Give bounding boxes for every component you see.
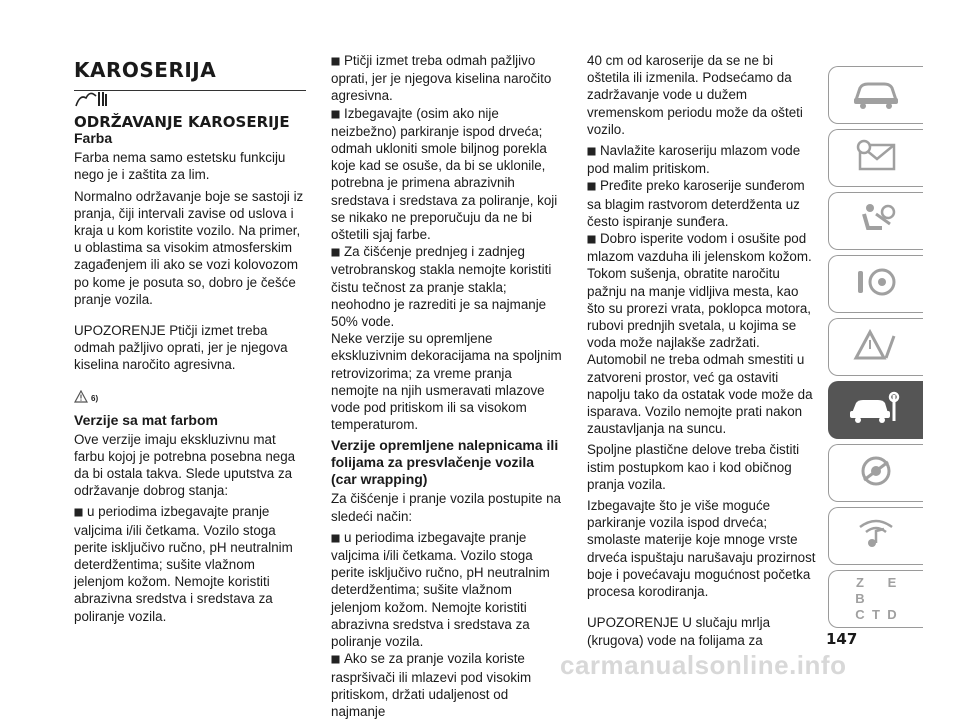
bullet-icon bbox=[587, 231, 596, 248]
list-item: Navlažite karoseriju mlazom vode pod malim pritiskom. bbox=[587, 143, 801, 177]
warning-reference bbox=[74, 378, 306, 408]
paragraph: Neke verzije su opremljene ekskluzivnim dekoracijama na spoljnim retrovizorima; za vreme pranja nemojte na njih usmeravati mlazove vode pod pritiskom ili sa visokom temperaturom. bbox=[331, 331, 562, 433]
tab-technical-data[interactable] bbox=[828, 444, 923, 502]
page-number: 147 bbox=[826, 630, 858, 648]
warning-paragraph: UPOZORENJE Ptičji izmet treba odmah pažljivo oprati, jer je njegova kiselina naročito agresivna. bbox=[74, 323, 288, 373]
index-letter: T bbox=[872, 607, 880, 622]
list-item: u periodima izbegavajte pranje valjcima i/ili četkama. Vozilo stoga perite isključivo ručno, pH neutralnim deterdžentima; sušite vlažnom jelenjom kožom. Nemojte koristiti abrazivna sredstva i sredstava za poliranje vozila. bbox=[331, 529, 550, 650]
heading-car-wrapping: Verzije opremljene nalepnicama ili folijama za presvlačenje vozila (car wrapping) bbox=[331, 437, 559, 488]
paragraph: Tokom sušenja, obratite naročitu pažnju na manje vidljiva mesta, kao što su prorezi vrata, poklopca motora, rubovi prednjih svetala, u kojima se voda može najlakše zadržati. Automobil ne treba odmah smestiti u zatvoreni prostor, već ga ostaviti napolju tako da ostatak vode može da isparava. Vozilo nemojte prati nakon zaustavljanja na suncu. bbox=[587, 266, 813, 437]
list-item: Izbegavajte (osim ako nije neizbežno) parkiranje ispod drveća; odmah ukloniti smole biljnog porekla koje kad se osuše, da bi se uklonile, potrebna je primena abrazivnih sredstava i sredstava za poliranje, koji se nikako ne preporučuju da ne bi oštetili sjaj farbe. bbox=[331, 105, 558, 243]
paragraph: Farba nema samo estetsku funkciju nego je i zaštita za lim. bbox=[74, 150, 286, 183]
tab-warnings[interactable] bbox=[828, 129, 923, 187]
car-maintenance-icon bbox=[848, 391, 904, 430]
bullet-icon bbox=[74, 504, 83, 521]
warning-number: 6) bbox=[91, 394, 99, 404]
warning-envelope-icon bbox=[850, 139, 902, 178]
tab-maintenance[interactable] bbox=[828, 381, 923, 439]
watermark: carmanualsonline.info bbox=[560, 650, 847, 680]
tip-icon bbox=[74, 88, 306, 112]
subheading-paint: Farba bbox=[74, 130, 113, 146]
tab-multimedia[interactable] bbox=[828, 507, 923, 565]
index-letter: E bbox=[887, 575, 897, 590]
warning-paragraph: UPOZORENJE U slučaju mrlja (krugova) vode na folijama za bbox=[587, 615, 771, 648]
column-1 bbox=[74, 82, 306, 625]
paragraph: Izbegavajte što je više moguće parkiranje vozila ispod drveća; smolaste materije koje mnoge vrste drveća ispuštaju narušavaju prozirnost boje i povećavaju mogućnost početka procesa korodiranja. bbox=[587, 498, 816, 600]
tab-dashboard[interactable] bbox=[828, 66, 923, 124]
list-item: u periodima izbegavajte pranje valjcima i/ili četkama. Vozilo stoga perite isključivo ručno, pH neutralnim deterdžentima; sušite vlažnom jelenjom kožom. Nemojte koristiti abrazivna sredstva i sredstava za poliranje vozila. bbox=[74, 504, 293, 624]
bullet-icon bbox=[331, 106, 340, 123]
list-item: Ptičji izmet treba odmah pažljivo oprati, jer je njegova kiselina naročito agresivna. bbox=[331, 53, 552, 104]
tab-safety[interactable] bbox=[828, 192, 923, 250]
list-item: Dobro isperite vodom i osušite pod mlazom vazduha ili jelenskom kožom. bbox=[587, 231, 812, 265]
tab-index[interactable] bbox=[828, 570, 923, 628]
list-item: Ako se za pranje vozila koriste raspršivači ili mlazevi pod visokim pritiskom, držati udaljenost od najmanje bbox=[331, 651, 532, 719]
list-item: Za čišćenje prednjeg i zadnjeg vetrobranskog stakla nemojte koristiti čistu tečnost za pranje stakla; neohodno je razrediti je sa najmanje 50% vode. bbox=[331, 244, 552, 330]
bullet-icon bbox=[331, 651, 340, 668]
tab-emergency[interactable] bbox=[828, 318, 923, 376]
road-warning-icon bbox=[850, 328, 902, 367]
tab-starting[interactable] bbox=[828, 255, 923, 313]
heading-maintenance: ODRŽAVANJE KAROSERIJE bbox=[74, 113, 290, 131]
paragraph: Normalno održavanje boje se sastoji iz pranja, čiji intervali zavise od uslova i kraja u kom koristite vozilo. Na primer, u oblastima sa visokim atmosferskim zagađenjem ili ako se vozi kolovozom po kome je posuta so, dobro je češće pranje vozila. bbox=[74, 188, 304, 307]
bullet-icon bbox=[331, 244, 340, 261]
bullet-icon bbox=[587, 143, 596, 160]
index-letter: C bbox=[855, 607, 865, 622]
technical-data-icon bbox=[850, 454, 902, 493]
steering-key-icon bbox=[850, 265, 902, 304]
index-letter: D bbox=[887, 607, 897, 622]
column-3 bbox=[587, 52, 819, 653]
bullet-icon bbox=[587, 178, 596, 195]
chapter-tabs bbox=[828, 66, 924, 633]
paragraph: Za čišćenje i pranje vozila postupite na sledeći način: bbox=[331, 491, 562, 524]
column-2 bbox=[331, 52, 563, 720]
car-dashboard-icon bbox=[850, 76, 902, 115]
heading-matte-paint: Verzije sa mat farbom bbox=[74, 411, 218, 428]
paragraph: Spoljne plastične delove treba čistiti istim postupkom kao i kod običnog pranja vozila. bbox=[587, 442, 800, 492]
warning-triangle-icon bbox=[74, 390, 88, 407]
airbag-seat-icon bbox=[850, 202, 902, 241]
list-item: Pređite preko karoserije sunđerom sa blagim rastvorom deterdženta uz često ispiranje sunđera. bbox=[587, 178, 805, 229]
bullet-icon bbox=[331, 53, 340, 70]
index-letter: B bbox=[855, 591, 865, 606]
alphabetical-index-icon bbox=[852, 575, 900, 623]
bullet-icon bbox=[331, 530, 340, 547]
index-letter: Z bbox=[856, 575, 864, 590]
paragraph: Ove verzije imaju ekskluzivnu mat farbu kojoj je potrebna posebna nega da bi ostala takva. Slede uputstva za održavanje dobrog stanja: bbox=[74, 431, 296, 499]
paragraph: 40 cm od karoserije da se ne bi oštetila ili izmenila. Podsećamo da zadržavanje vode u dužem vremenskom periodu može da ošteti vozilo. bbox=[587, 53, 803, 137]
multimedia-icon bbox=[850, 517, 902, 556]
section-title: KAROSERIJA bbox=[74, 58, 306, 91]
